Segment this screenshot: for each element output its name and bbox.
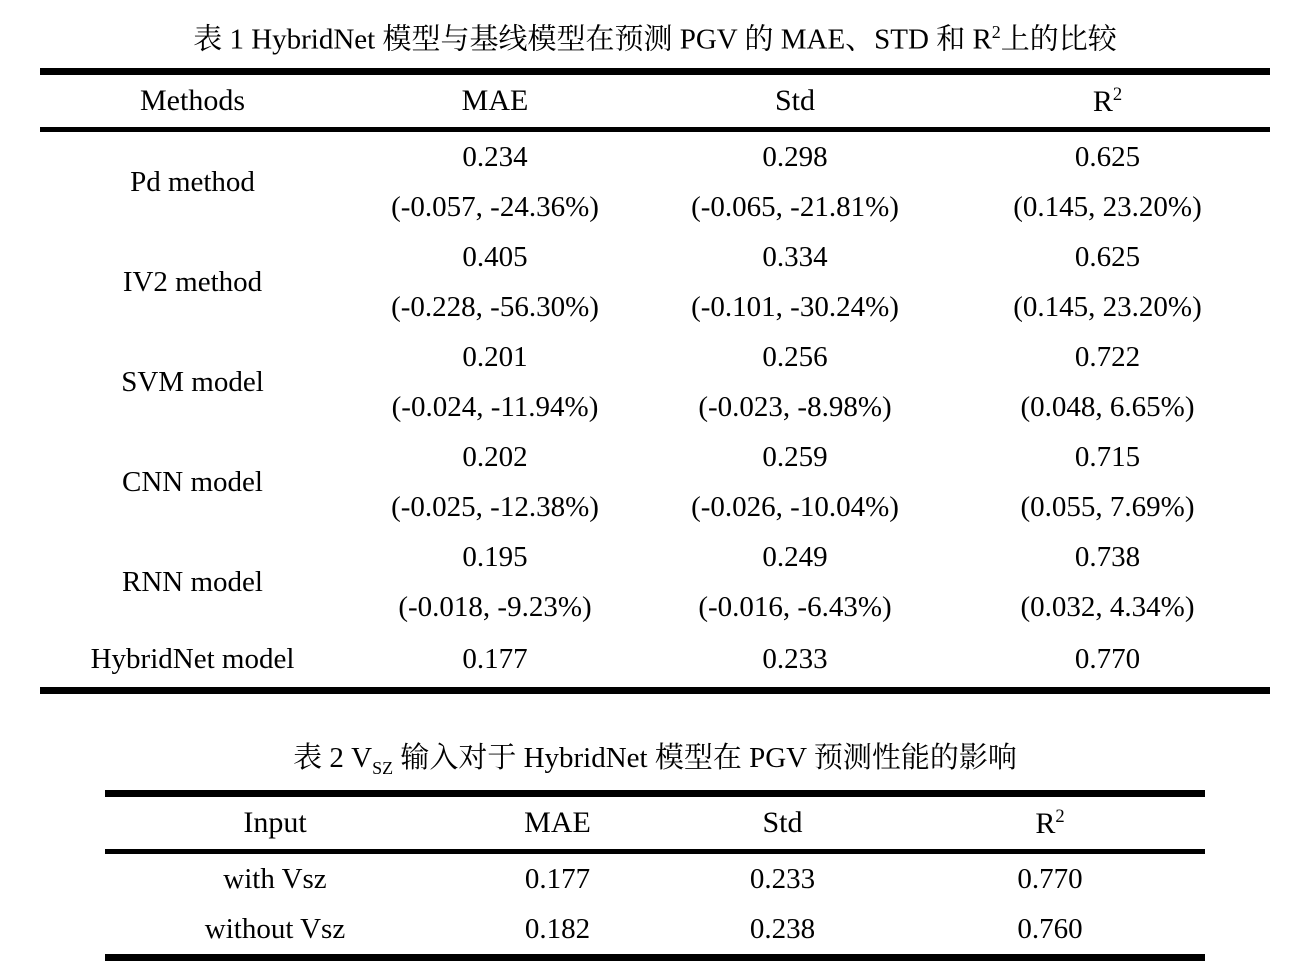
table-row (40, 432, 1270, 532)
std-value: 0.249 (762, 540, 828, 573)
table1-caption (40, 0, 1270, 57)
table1 (40, 68, 1270, 694)
method-name: RNN model (122, 565, 263, 598)
r2-cell (945, 232, 1270, 332)
table1-header-mae: MAE (461, 84, 529, 117)
mae-delta: (-0.018, -9.23%) (398, 590, 592, 623)
std-cell (645, 132, 945, 232)
table2-header-row (105, 797, 1205, 854)
std-cell (645, 232, 945, 332)
mae-value: 0.177 (462, 643, 528, 675)
r2-cell (945, 532, 1270, 632)
mae-cell (345, 132, 645, 232)
table2-caption-subscript: SZ (372, 757, 394, 778)
table2-caption-text: 表 2 V (293, 742, 373, 774)
table1-header-r2 (945, 84, 1270, 119)
r2-value: 0.722 (1074, 340, 1141, 373)
mae-cell (345, 432, 645, 532)
std-value: 0.233 (749, 862, 816, 895)
mae-delta: (-0.025, -12.38%) (391, 490, 599, 523)
method-name: Pd method (130, 165, 255, 198)
table-row (40, 532, 1270, 632)
r2-value: 0.625 (1074, 140, 1141, 173)
mae-delta: (-0.024, -11.94%) (391, 390, 599, 423)
std-value: 0.298 (762, 140, 828, 173)
table-row (105, 854, 1205, 904)
std-value: 0.259 (762, 440, 828, 473)
table1-caption-text: 表 1 HybridNet 模型与基线模型在预测 PGV 的 MAE、STD 和 R (193, 23, 992, 56)
std-delta: (-0.101, -30.24%) (691, 290, 899, 323)
r2-value: 0.760 (1017, 912, 1083, 945)
std-cell (645, 432, 945, 532)
table2-header-r2-base: R (1035, 806, 1056, 840)
table1-header-r2-base: R (1092, 84, 1113, 118)
table1-header-methods: Methods (140, 84, 245, 117)
r2-delta: (0.032, 4.34%) (1020, 590, 1195, 623)
std-value: 0.233 (762, 643, 828, 675)
method-name: IV2 method (122, 265, 263, 298)
std-delta: (-0.026, -10.04%) (691, 490, 899, 523)
r2-cell (945, 332, 1270, 432)
r2-cell (945, 132, 1270, 232)
r2-cell (945, 632, 1270, 687)
r2-cell (945, 432, 1270, 532)
table2-header-mae: MAE (524, 806, 591, 840)
mae-cell (345, 532, 645, 632)
mae-value: 0.202 (462, 440, 528, 473)
table1-header-row (40, 75, 1270, 132)
std-cell (645, 332, 945, 432)
r2-value: 0.738 (1074, 540, 1141, 573)
mae-value: 0.177 (524, 862, 591, 895)
method-name: SVM model (121, 365, 264, 398)
r2-value: 0.770 (1074, 643, 1141, 675)
table1-header-std: Std (774, 84, 816, 117)
method-name: HybridNet model (90, 643, 295, 675)
r2-delta: (0.145, 23.20%) (1013, 190, 1202, 223)
r2-delta: (0.048, 6.65%) (1020, 390, 1195, 423)
input-name: with Vsz (223, 862, 327, 895)
mae-value: 0.182 (524, 912, 591, 945)
std-cell (645, 632, 945, 687)
mae-cell (345, 632, 645, 687)
table2-caption (105, 742, 1205, 778)
table1-caption-superscript: 2 (991, 22, 1001, 42)
std-delta: (-0.023, -8.98%) (698, 390, 892, 423)
table2-header-r2-sup: 2 (1055, 805, 1065, 827)
table2-caption-text-end: 输入对于 HybridNet 模型在 PGV 预测性能的影响 (393, 742, 1017, 774)
std-delta: (-0.065, -21.81%) (691, 190, 899, 223)
mae-cell (345, 232, 645, 332)
r2-value: 0.715 (1074, 440, 1141, 473)
table-row (40, 632, 1270, 687)
mae-delta: (-0.228, -56.30%) (391, 290, 599, 323)
mae-value: 0.195 (462, 540, 528, 573)
table-row (105, 904, 1205, 954)
table1-caption-text-end: 上的比较 (1000, 23, 1117, 56)
mae-value: 0.234 (462, 140, 528, 173)
table2-header-r2 (895, 806, 1205, 841)
table2-header-input: Input (243, 806, 307, 840)
table-gap (0, 694, 1310, 742)
r2-value: 0.770 (1017, 862, 1083, 895)
table2-header-std: Std (762, 806, 803, 840)
std-value: 0.256 (762, 340, 828, 373)
mae-value: 0.201 (462, 340, 528, 373)
table-row (40, 332, 1270, 432)
mae-cell (345, 332, 645, 432)
std-value: 0.334 (762, 240, 828, 273)
table-row (40, 232, 1270, 332)
r2-value: 0.625 (1074, 240, 1141, 273)
std-cell (645, 532, 945, 632)
input-name: without Vsz (204, 912, 346, 945)
mae-value: 0.405 (462, 240, 528, 273)
r2-delta: (0.055, 7.69%) (1020, 490, 1195, 523)
mae-delta: (-0.057, -24.36%) (391, 190, 599, 223)
table1-header-r2-sup: 2 (1112, 83, 1123, 105)
r2-delta: (0.145, 23.20%) (1013, 290, 1202, 323)
std-value: 0.238 (749, 912, 816, 945)
table2 (105, 790, 1205, 961)
method-name: CNN model (122, 465, 263, 498)
std-delta: (-0.016, -6.43%) (698, 590, 892, 623)
table-row (40, 132, 1270, 232)
